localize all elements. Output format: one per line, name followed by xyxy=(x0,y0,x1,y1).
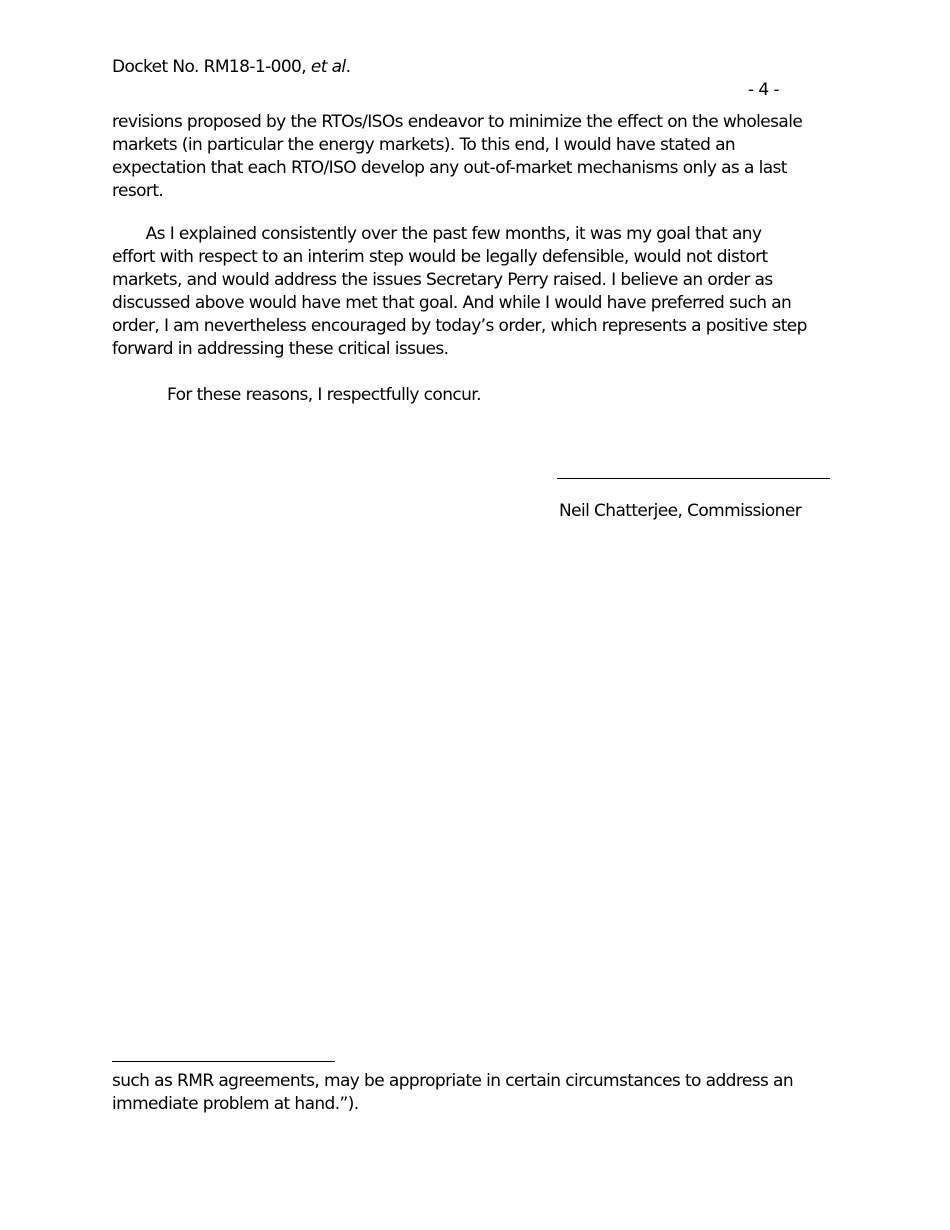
paragraph-1 xyxy=(112,111,802,203)
paragraph-line: revisions proposed by the RTOs/ISOs endeavor to minimize the effect on the wholesale xyxy=(112,112,803,132)
footnote-separator xyxy=(112,1061,335,1062)
docket-et-al: et al xyxy=(310,57,346,77)
paragraph-line: markets, and would address the issues Secretary Perry raised. I believe an order as xyxy=(112,270,773,290)
signature-line xyxy=(557,478,830,479)
footnote-line: such as RMR agreements, may be appropriate in certain circumstances to address an xyxy=(112,1071,794,1091)
docket-number: Docket No. RM18-1-000, xyxy=(112,57,311,77)
docket-period: . xyxy=(345,57,351,77)
docket-header xyxy=(112,56,350,79)
paragraph-line: markets (in particular the energy markets). To this end, I would have stated an xyxy=(112,135,736,155)
paragraph-line: order, I am nevertheless encouraged by today’s order, which represents a positive step xyxy=(112,316,807,336)
footnote xyxy=(112,1070,793,1116)
page-number: - 4 - xyxy=(748,80,779,100)
paragraph-line: effort with respect to an interim step would be legally defensible, would not distort xyxy=(112,247,768,267)
paragraph-2 xyxy=(112,223,807,361)
paragraph-line: discussed above would have met that goal. And while I would have preferred such an xyxy=(112,293,792,313)
signatory-name: Neil Chatterjee, Commissioner xyxy=(559,501,802,521)
paragraph-line: forward in addressing these critical issues. xyxy=(112,339,449,359)
footnote-line: immediate problem at hand.”). xyxy=(112,1094,359,1114)
paragraph-line: As I explained consistently over the past few months, it was my goal that any xyxy=(112,224,762,244)
paragraph-line: expectation that each RTO/ISO develop any out-of-market mechanisms only as a last xyxy=(112,158,787,178)
paragraph-line: resort. xyxy=(112,181,164,201)
paragraph-3: For these reasons, I respectfully concur. xyxy=(167,385,481,405)
